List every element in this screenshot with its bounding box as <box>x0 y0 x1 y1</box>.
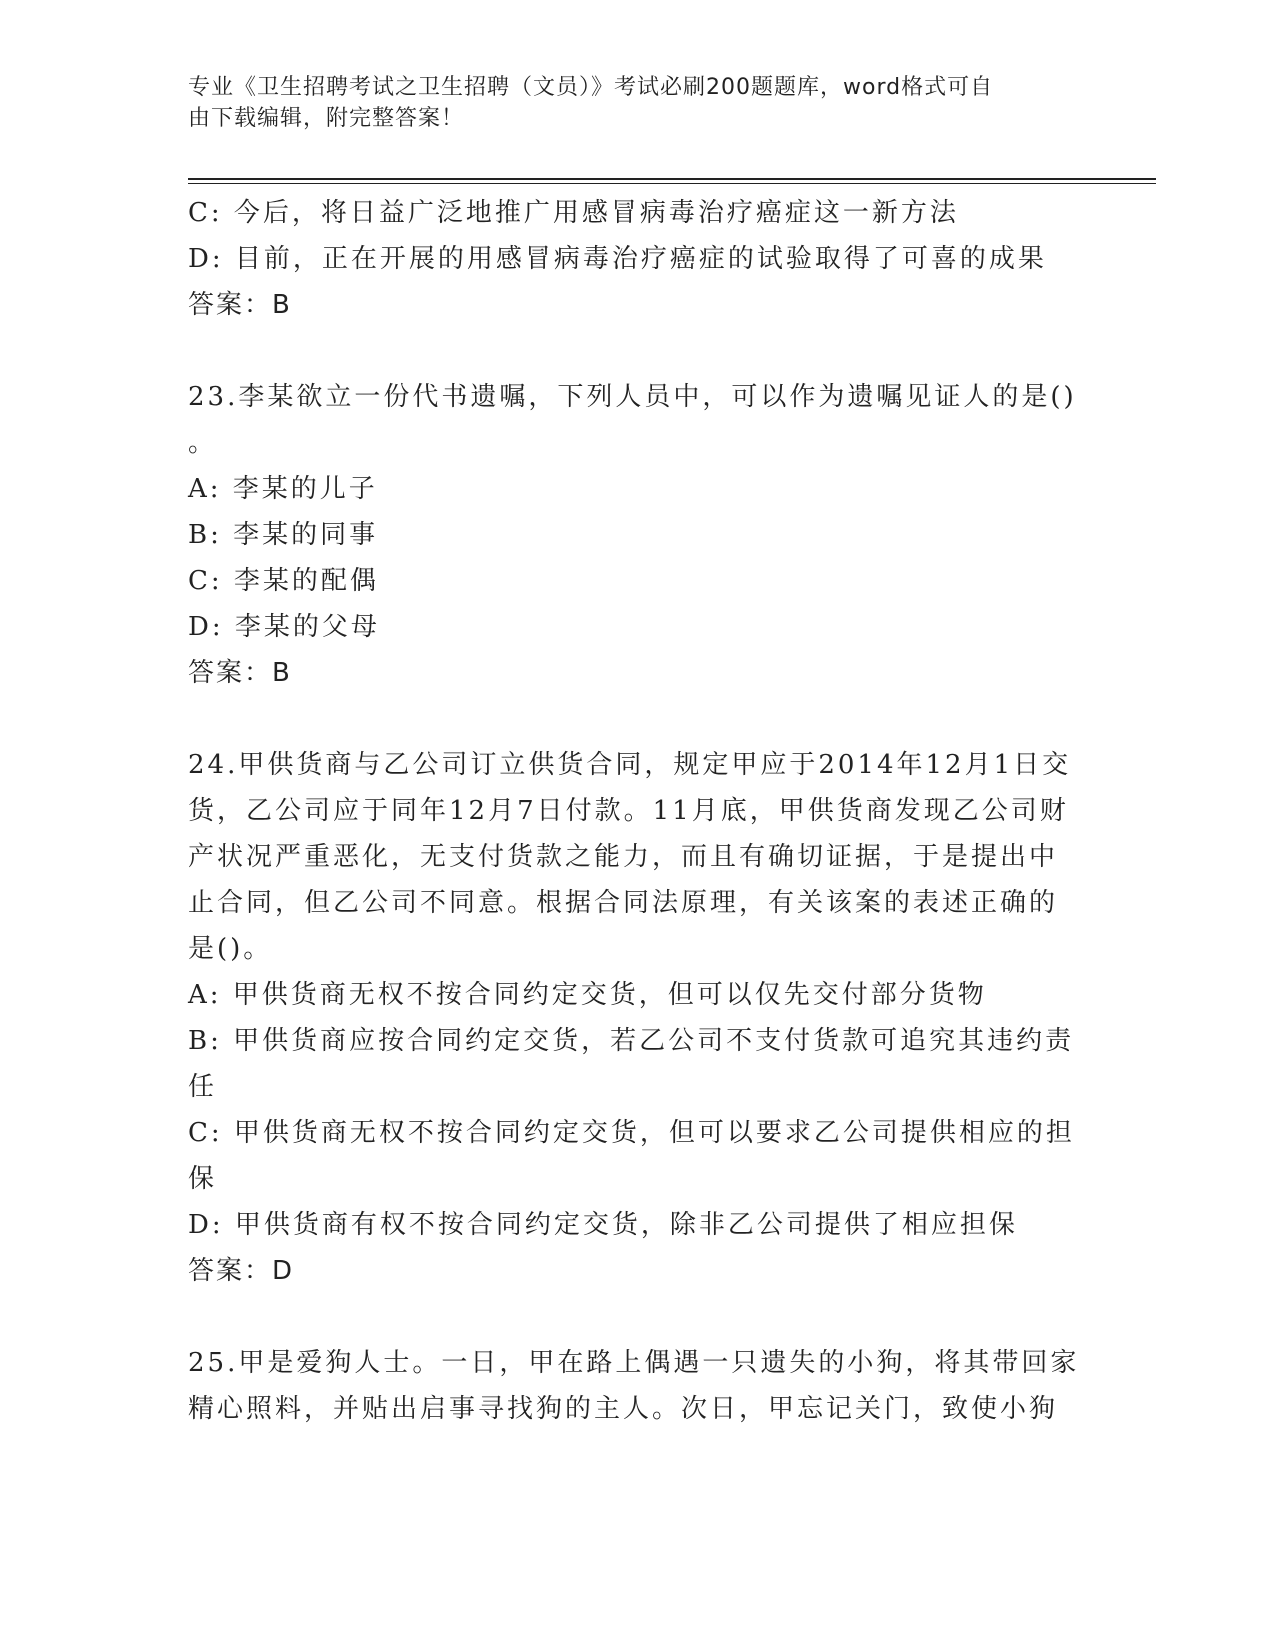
option-d: D: 甲供货商有权不按合同约定交货，除非乙公司提供了相应担保 <box>188 1210 1018 1240</box>
question-stem: 25.甲是爱狗人士。一日，甲在路上偶遇一只遗失的小狗，将其带回家 <box>188 1348 1080 1378</box>
answer: 答案：B <box>188 290 292 320</box>
question-stem: 货，乙公司应于同年12月7日付款。11月底，甲供货商发现乙公司财 <box>188 796 1069 826</box>
spacer <box>188 1294 1080 1340</box>
option-c: C: 今后，将日益广泛地推广用感冒病毒治疗癌症这一新方法 <box>188 198 959 228</box>
option-c-continued: 保 <box>188 1164 218 1194</box>
question-stem: 精心照料，并贴出启事寻找狗的主人。次日，甲忘记关门，致使小狗 <box>188 1394 1059 1424</box>
option-b: B: 李某的同事 <box>188 520 379 550</box>
option-b-continued: 任 <box>188 1072 218 1102</box>
question-stem: 23.李某欲立一份代书遗嘱，下列人员中，可以作为遗嘱见证人的是() <box>188 382 1077 412</box>
question-stem: 是()。 <box>188 934 273 964</box>
option-d: D: 李某的父母 <box>188 612 380 642</box>
spacer <box>188 696 1080 742</box>
answer: 答案：D <box>188 1256 295 1286</box>
option-c: C: 李某的配偶 <box>188 566 379 596</box>
header-divider-thin <box>188 183 1156 184</box>
document-body <box>188 190 1080 1432</box>
document-header <box>188 72 1068 134</box>
option-a: A: 李某的儿子 <box>188 474 378 504</box>
question-25 <box>188 1340 1080 1432</box>
header-line-2: 由下载编辑，附完整答案！ <box>188 106 465 131</box>
question-stem: 。 <box>188 428 218 458</box>
option-c: C: 甲供货商无权不按合同约定交货，但可以要求乙公司提供相应的担 <box>188 1118 1075 1148</box>
question-24 <box>188 742 1080 1294</box>
question-22-continued <box>188 190 1080 328</box>
option-d: D: 目前，正在开展的用感冒病毒治疗癌症的试验取得了可喜的成果 <box>188 244 1047 274</box>
question-stem: 止合同，但乙公司不同意。根据合同法原理，有关该案的表述正确的 <box>188 888 1059 918</box>
question-stem: 24.甲供货商与乙公司订立供货合同，规定甲应于2014年12月1日交 <box>188 750 1072 780</box>
question-stem: 产状况严重恶化，无支付货款之能力，而且有确切证据，于是提出中 <box>188 842 1059 872</box>
header-line-1: 专业《卫生招聘考试之卫生招聘（文员）》考试必刷200题题库，word格式可自 <box>188 75 994 100</box>
option-a: A: 甲供货商无权不按合同约定交货，但可以仅先交付部分货物 <box>188 980 987 1010</box>
spacer <box>188 328 1080 374</box>
option-b: B: 甲供货商应按合同约定交货，若乙公司不支付货款可追究其违约责 <box>188 1026 1075 1056</box>
question-23 <box>188 374 1080 696</box>
answer: 答案：B <box>188 658 292 688</box>
header-divider-thick <box>188 178 1156 180</box>
